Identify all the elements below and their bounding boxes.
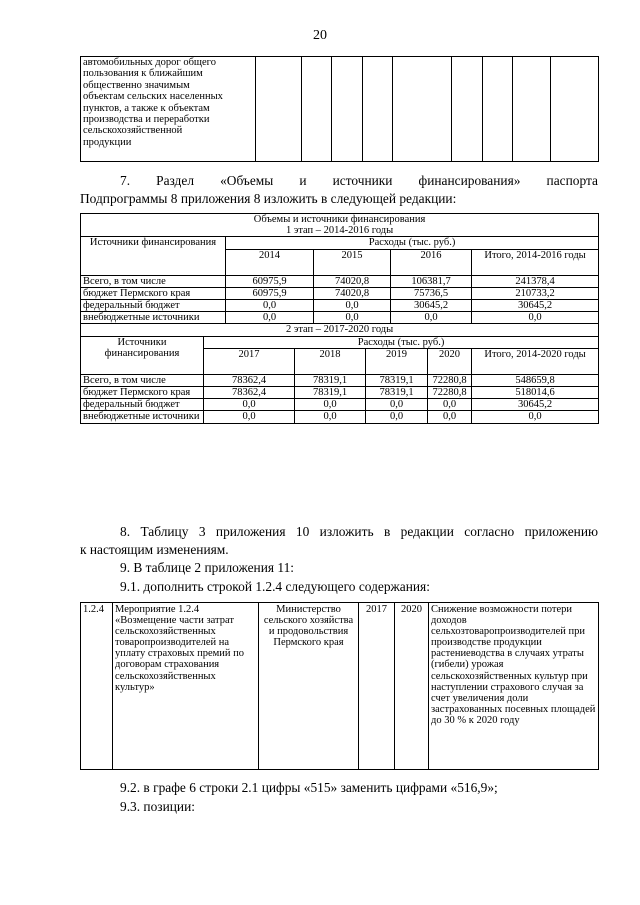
continuation-table xyxy=(80,56,599,162)
year-end: 2020 xyxy=(395,603,429,770)
row-label: федеральный бюджет xyxy=(81,399,204,411)
para-7-line-2: Подпрограммы 8 приложения 8 изложить в следующей редакции: xyxy=(80,191,457,206)
row-label: федеральный бюджет xyxy=(81,300,226,312)
year-header: 2017 xyxy=(204,348,295,374)
stage2-title: 2 этап – 2017-2020 годы xyxy=(81,324,599,336)
page-number: 20 xyxy=(313,28,327,43)
para-9-1: 9.1. дополнить строкой 1.2.4 следующего содержания: xyxy=(120,579,430,594)
para-9-3: 9.3. позиции: xyxy=(120,799,195,814)
year-header: 2016 xyxy=(391,249,472,275)
year-header: 2020 xyxy=(428,348,472,374)
table-title: Объемы и источники финансирования 1 этап – 2014-2016 годы xyxy=(81,214,599,237)
row-label: Всего, в том числе xyxy=(81,374,204,386)
stage1-source-header: Источники финансирования xyxy=(81,237,226,275)
stage2-source-header: Источники финансирования xyxy=(81,336,204,374)
inserted-row-table xyxy=(80,602,599,770)
row-label: бюджет Пермского края xyxy=(81,387,204,399)
expected-result: Снижение возможности потери доходов сельхозтоваропроизводителей при производстве продукции растениеводства в случаях утраты (гибели) урожая сельскохозяйственных культур при наступлении страхового случая за счет увеличения доли застрахованных посевных площадей до 30 % к 2020 году xyxy=(429,603,599,770)
para-8-line-2: к настоящим изменениям. xyxy=(80,542,229,557)
continuation-cell-text: автомобильных дорог общего пользования к ближайшим общественно значимым объектам сельских населенных пунктов, а также к объектам производства и переработки сельскохозяйственной продукции xyxy=(81,57,256,162)
row-number: 1.2.4 xyxy=(81,603,113,770)
year-start: 2017 xyxy=(359,603,395,770)
year-header: 2018 xyxy=(295,348,366,374)
stage2-expenses-header: Расходы (тыс. руб.) xyxy=(204,336,599,348)
row-label: Всего, в том числе xyxy=(81,275,226,287)
para-9-2: 9.2. в графе 6 строки 2.1 цифры «515» заменить цифрами «516,9»; xyxy=(120,780,498,795)
total-header: Итого, 2014-2020 годы xyxy=(472,348,599,374)
para-9: 9. В таблице 2 приложения 11: xyxy=(120,560,294,575)
executor: Министерство сельского хозяйства и продовольствия Пермского края xyxy=(259,603,359,770)
row-label: бюджет Пермского края xyxy=(81,287,226,299)
row-label: внебюджетные источники xyxy=(81,411,204,423)
event-name: Мероприятие 1.2.4 «Возмещение части затрат сельскохозяйственных товаропроизводителей на уплату страховых премий по договорам страхования сельскохозяйственных культур» xyxy=(113,603,259,770)
para-8-line-1: 8. Таблицу 3 приложения 10 изложить в редакции согласно приложению xyxy=(120,524,599,539)
row-label: внебюджетные источники xyxy=(81,312,226,324)
year-header: 2019 xyxy=(366,348,428,374)
year-header: 2014 xyxy=(226,249,314,275)
para-7-line-1: 7. Раздел «Объемы и источники финансирования» паспорта xyxy=(120,173,598,188)
stage1-expenses-header: Расходы (тыс. руб.) xyxy=(226,237,599,249)
year-header: 2015 xyxy=(314,249,391,275)
financing-table: Объемы и источники финансирования 1 этап – 2014-2016 годы Источники финансирования Расходы (тыс. руб.) 2014 2015 2016 Итого, 2014-2016 годы Всего, в том числе 60975,9 74020,8 106381,7 241378,4 бюджет Пермского края 60975,9 74020,8 75736,5 210733,2 федеральный бюджет 0,0 0,0 30645,2 30645,2 внебюджетные источники 0,0 0,0 0,0 0,0 2 этап – 2017-2020 годы Источники финансирования Расходы (тыс. руб.) 2017 2018 2019 2020 Итого, 2014-2020 годы Всего, в том числе 78362,4 78319,1 78319,1 72280,8 548659,8 бюджет Пермского края 78362,4 78319,1 78319,1 72280,8 518014,6 федеральный бюджет 0,0 0,0 0,0 0,0 30645,2 внебюджетные источники 0,0 0,0 0,0 0,0 0,0 xyxy=(80,213,599,424)
total-header: Итого, 2014-2016 годы xyxy=(472,249,599,275)
